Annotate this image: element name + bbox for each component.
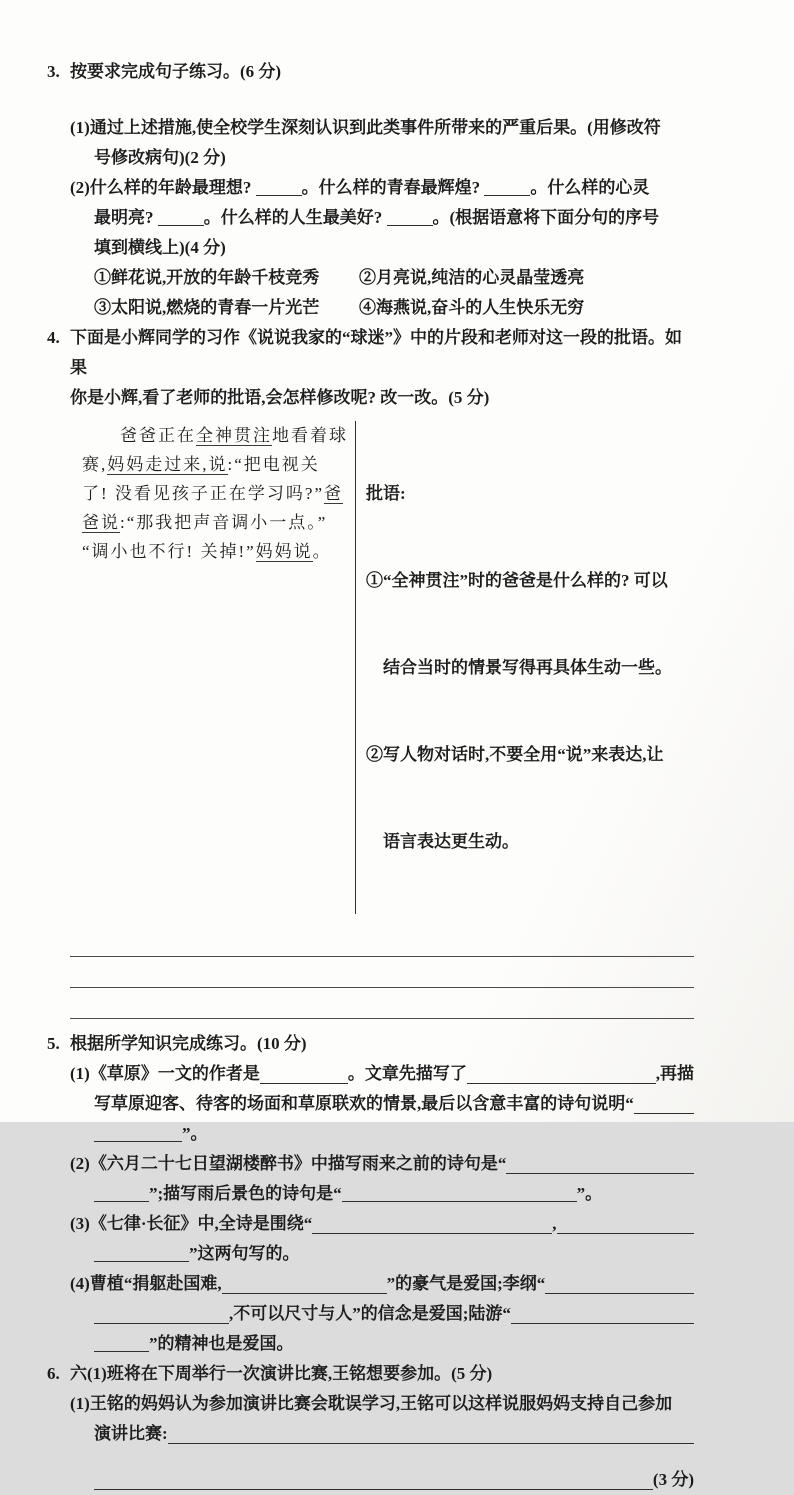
text-segment: ”。 (576, 1184, 603, 1203)
text-segment: (2)《六月二十七日望湖楼醉书》中描写雨来之前的诗句是“ (70, 1154, 507, 1173)
question-6-body (70, 1389, 694, 1495)
q3-option-3: ③太阳说,燃烧的青春一片光芒 (94, 298, 320, 317)
text-segment: (1)王铭的妈妈认为参加演讲比赛会耽误学习,王铭可以这样说服妈妈支持自己参加 (70, 1394, 673, 1413)
q4-answer-area (70, 926, 694, 1019)
question-6 (47, 1359, 694, 1495)
question-3-head (47, 57, 694, 87)
text-segment: (3)《七律·长征》中,全诗是围绕“ (70, 1214, 313, 1233)
text-segment: 。文章先描写了 (347, 1064, 467, 1083)
question-3-body (70, 113, 694, 323)
q6-sub1-line-1 (70, 1389, 694, 1419)
question-4-title-line-2: 你是小辉,看了老师的批语,会怎样修改呢? 改一改。(5 分) (70, 388, 490, 407)
spacer (47, 87, 694, 113)
text-segment: ”;描写雨后景色的诗句是“ (149, 1184, 342, 1203)
question-6-number: 6. (47, 1364, 60, 1383)
answer-line (70, 926, 694, 957)
comment-line-2: ①“全神贯注”时的爸爸是什么样的? 可以 (366, 571, 668, 590)
text-segment: 号修改病句)(2 分) (94, 148, 226, 167)
q3-sub2-line-3 (70, 233, 694, 263)
blank-line (94, 1259, 189, 1262)
q5-sub4-line-3 (70, 1329, 694, 1359)
comment-line-1: 批语: (366, 484, 406, 503)
comment-line-4: ②写人物对话时,不要全用“说”来表达,让 (366, 745, 664, 764)
question-4 (47, 323, 694, 1019)
q5-sub1-line-1 (70, 1059, 694, 1089)
q6-sub1-line-2 (70, 1419, 694, 1449)
text-segment: ”。 (182, 1124, 208, 1143)
blank-line (94, 1489, 653, 1490)
question-6-title: 六(1)班将在下周举行一次演讲比赛,王铭想要参加。(5 分) (70, 1364, 493, 1383)
text-segment: 最明亮? (94, 208, 158, 227)
q5-sub2-line-2 (70, 1179, 694, 1209)
text-segment: (3 分) (652, 1470, 694, 1489)
q3-option-4: ④海燕说,奋斗的人生快乐无穷 (359, 298, 585, 317)
blank-line (158, 223, 204, 226)
blank-line (94, 1199, 149, 1202)
answer-line (70, 988, 694, 1019)
q5-sub4-line-2 (70, 1299, 694, 1329)
text-segment: 。什么样的心灵 (530, 178, 650, 197)
text-segment: “调小也不行! 关掉!” (82, 542, 256, 561)
question-5-title: 根据所学知识完成练习。(10 分) (70, 1034, 307, 1053)
text-segment: ”这两句写的。 (189, 1244, 300, 1263)
q3-option-1: ①鲜花说,开放的年龄千枝竞秀 (94, 268, 320, 287)
blank-line (545, 1293, 694, 1294)
blank-line (94, 1139, 182, 1142)
blank-line (467, 1083, 656, 1084)
text-segment: :“那我把声音调小一点。” (120, 513, 328, 532)
text-segment: ”的精神也是爱国。 (149, 1334, 294, 1353)
question-5-head (47, 1029, 694, 1059)
blank-line (557, 1233, 695, 1234)
essay-line-2 (82, 450, 355, 479)
text-segment: 。 (312, 542, 332, 561)
answer-line (70, 957, 694, 988)
q3-options-row-2 (70, 293, 694, 323)
text-segment: 演讲比赛: (94, 1424, 168, 1443)
q5-sub4-line-1 (70, 1269, 694, 1299)
essay-line-1 (82, 421, 355, 450)
text-segment: 。(根据语意将下面分句的序号 (432, 208, 660, 227)
text-segment: 了! 没看见孩子正在学习吗?” (82, 484, 325, 503)
blank-line (222, 1293, 387, 1294)
q3-sub2-line-2 (70, 203, 694, 233)
text-segment: 写草原迎客、待客的场面和草原联欢的情景,最后以含意丰富的诗句说明“ (94, 1094, 634, 1113)
text-segment: , (552, 1214, 557, 1233)
underlined-text: 爸说 (82, 513, 120, 532)
essay-line-5 (82, 537, 355, 566)
text-segment: 爸爸正在 (82, 426, 196, 445)
text-segment: 。什么样的青春最辉煌? (301, 178, 485, 197)
q5-sub2-line-1 (70, 1149, 694, 1179)
comment-line-5: 语言表达更生动。 (366, 832, 519, 851)
q3-sub1-line-2 (70, 143, 694, 173)
q3-options-row-1 (70, 263, 694, 293)
essay-column (70, 421, 355, 914)
blank-line (168, 1443, 694, 1444)
question-3-title: 按要求完成句子练习。(6 分) (70, 62, 282, 81)
text-segment: ,再描 (655, 1064, 694, 1083)
q5-sub3-line-1 (70, 1209, 694, 1239)
essay-line-4 (82, 508, 355, 537)
text-segment: :“把电视关 (227, 455, 320, 474)
blank-line (387, 223, 433, 226)
blank-line (94, 1323, 229, 1324)
q3-sub1-line-1 (70, 113, 694, 143)
question-5-number: 5. (47, 1034, 60, 1053)
text-segment: (2)什么样的年龄最理想? (70, 178, 256, 197)
composition-box (70, 421, 694, 914)
teacher-comment-column (355, 421, 694, 914)
blank-line (94, 1349, 149, 1352)
question-3 (47, 57, 694, 323)
comment-line-3: 结合当时的情景写得再具体生动一些。 (366, 658, 672, 677)
question-5 (47, 1029, 694, 1359)
text-segment: 。什么样的人生最美好? (203, 208, 387, 227)
blank-line (312, 1233, 552, 1234)
question-4-title-line-1: 下面是小辉同学的习作《说说我家的“球迷”》中的片段和老师对这一段的批语。如果 (70, 328, 682, 377)
question-3-number: 3. (47, 62, 60, 81)
q5-sub1-line-2 (70, 1089, 694, 1119)
text-segment: (4)曹植“捐躯赴国难, (70, 1274, 222, 1293)
question-4-number: 4. (47, 328, 60, 347)
text-segment: ”的豪气是爱国;李纲“ (386, 1274, 546, 1293)
blank-line (260, 1083, 348, 1084)
blank-line (484, 193, 530, 196)
blank-line (634, 1113, 694, 1114)
blank-line (511, 1323, 694, 1324)
q3-option-2: ②月亮说,纯洁的心灵晶莹透亮 (359, 268, 585, 287)
underlined-text: 妈妈说 (255, 542, 313, 561)
text-segment: (1)通过上述措施,使全校学生深刻认识到此类事件所带来的严重后果。(用修改符 (70, 118, 661, 137)
text-segment: 填到横线上)(4 分) (94, 238, 226, 257)
text-segment: 赛, (82, 455, 108, 474)
text-segment: (1)《草原》一文的作者是 (70, 1064, 260, 1083)
q3-sub2-line-1 (70, 173, 694, 203)
underlined-text: 全神贯注 (196, 426, 272, 445)
blank-line (256, 193, 302, 196)
question-4-body (70, 383, 694, 1019)
essay-line-3 (82, 479, 355, 508)
text-segment: 地看着球 (272, 426, 348, 445)
blank-line (342, 1199, 577, 1202)
underlined-text: 爸 (324, 484, 344, 503)
q5-sub3-line-2 (70, 1239, 694, 1269)
blank-line (506, 1173, 694, 1174)
text-segment: ,不可以尺寸与人”的信念是爱国;陆游“ (229, 1304, 511, 1323)
question-4-head (47, 323, 694, 383)
question-5-body (70, 1059, 694, 1359)
underlined-text: 妈妈走过来,说 (107, 455, 228, 474)
q6-sub1-line-3 (70, 1465, 694, 1495)
q5-sub1-line-3 (70, 1119, 694, 1149)
question-6-head (47, 1359, 694, 1389)
